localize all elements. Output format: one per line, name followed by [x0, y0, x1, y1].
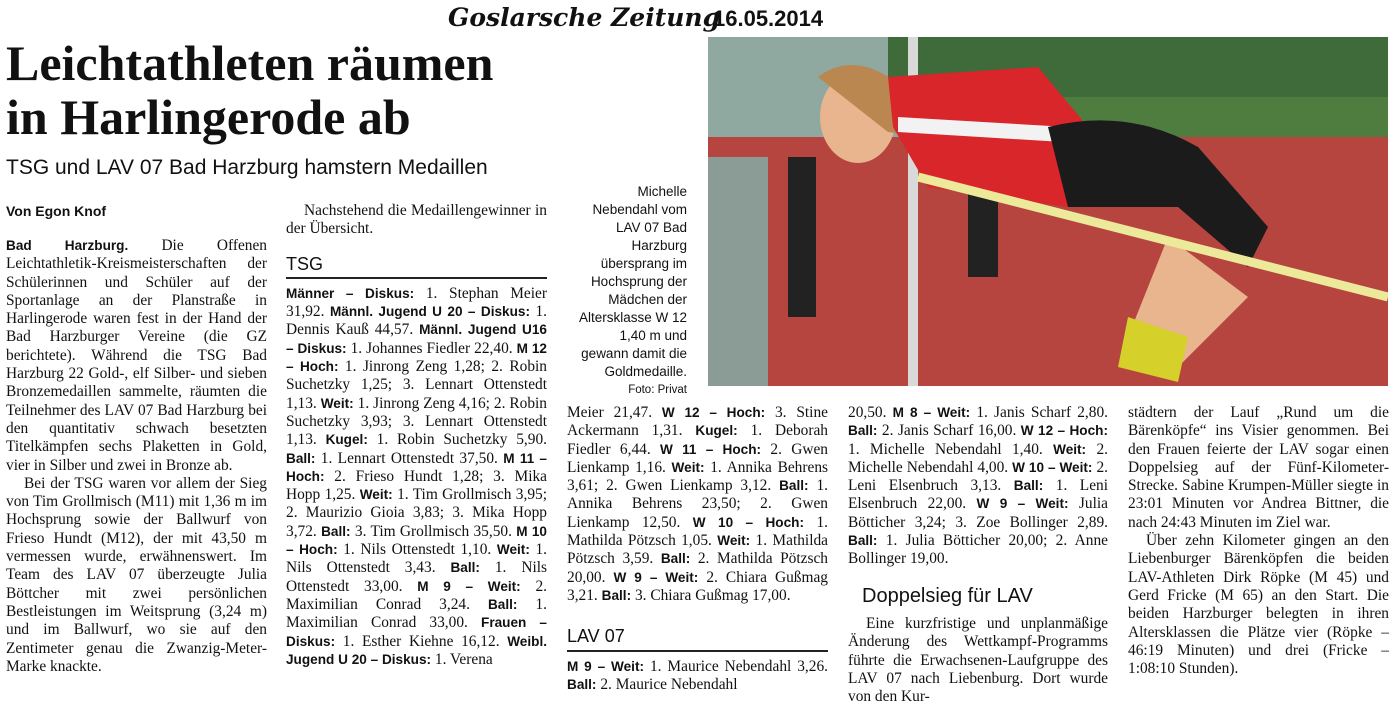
- tsg-result: 1. Lennart Ottenstedt 37,50.: [315, 449, 504, 467]
- article-column-2: [286, 202, 547, 669]
- lav-cont-discipline: W 10 – Weit:: [1012, 459, 1093, 475]
- tsg-cont-result: 1. Mathilda Pötzsch 3,59.: [567, 532, 828, 568]
- lav-cont-result: Julia Bötticher 3,24; 3. Zoe Bollinger 2,89.: [848, 495, 1108, 531]
- tsg-discipline: M 12 – Hoch:: [286, 340, 547, 375]
- tsg-result: 1. Johannes Fiedler 22,40.: [346, 339, 517, 357]
- tsg-discipline: Ball:: [487, 596, 518, 612]
- lead-text: Die Offenen Leichtathletik-Kreismeisterschaften der Schülerinnen und Schüler auf der Sportanlage an der Planstraße in Harlingerode waren fest in der Hand der Bad Harzburger Vereine (die GZ berichtete). Während die TSG Bad Harzburg 22 Gold-, elf Silber- und sieben Bronzemedaillen sammelte, räumten die Teilnehmer des LAV 07 Bad Harzburg bei den quantitativ schwach besetzten Titelkämpfen sechs Plaketten in Gold, vier in Silber und zwei in Bronze ab.: [6, 237, 267, 474]
- lav-results-continued: [848, 404, 1108, 569]
- tsg-discipline: Weit:: [496, 542, 530, 558]
- lav-cont-result: 1. Janis Scharf 2,80.: [970, 404, 1108, 421]
- article-column-3: [567, 404, 828, 694]
- tsg-discipline: Ball:: [321, 523, 351, 539]
- tsg-cont-discipline: Ball:: [601, 587, 632, 603]
- paragraph-2: Bei der TSG waren vor allem der Sieg von Tim Grollmisch (M11) mit 1,36 m im Hochsprung sowie der Ballwurf von Frieso Hundt (M12), der mit 43,50 m vermessen wurde, erwähnenswert. Im Team des LAV 07 überzeugte Julia Böttcher mit zwei persönlichen Bestleistungen im Weitsprung (3,24 m) und im Ballwurf, wo sie auf den Zentimeter genau die Zwanzig-Meter-Marke knackte.: [6, 474, 267, 675]
- lav-cont-result: 1. Julia Bötticher 20,00; 2. Anne Bollinger 19,00.: [848, 532, 1108, 568]
- paragraph-5b: Über zehn Kilometer gingen an den Liebenburger Bärenköpfen die beiden LAV-Athleten Dirk Röpke (M 45) und Gerd Fricke (M 65) an den Start. Die beiden Harzburger belegten in ihren Altersklassen die Plätze vier (Röpke – 46:19 Minuten) und drei (Fricke – 1:08:10 Stunden).: [1128, 532, 1389, 678]
- byline: Von Egon Knof: [6, 203, 107, 219]
- tsg-discipline: Weit:: [359, 487, 393, 503]
- tsg-cont-discipline: Weit:: [671, 459, 705, 475]
- tsg-cont-result: 1. Mathilda Pötzsch 1,05.: [567, 513, 829, 550]
- tsg-cont-result: 1. Annika Behrens 23,50; 2. Gwen Lienkamp 12,50.: [567, 477, 828, 531]
- lav-cont-result: 1. Leni Elsenbruch 22,00.: [848, 477, 1109, 513]
- lead-paragraph: [6, 237, 267, 475]
- lav-cont-result: 20,50.: [848, 404, 893, 421]
- tsg-result: 2. Maximilian Conrad 3,24.: [286, 577, 548, 613]
- tsg-cont-discipline: W 11 – Hoch:: [660, 441, 762, 457]
- tsg-result: 1. Dennis Kauß 44,57.: [286, 303, 548, 339]
- tsg-result: 1. Maximilian Conrad 33,00.: [286, 595, 547, 632]
- tsg-result: 1. Robin Suchetzky 5,90.: [367, 431, 547, 449]
- lav-discipline: Ball:: [567, 676, 597, 692]
- tsg-cont-result: 3. Chiara Gußmag 17,00.: [631, 586, 791, 604]
- tsg-discipline: Ball:: [450, 560, 480, 576]
- tsg-cont-result: 3. Stine Ackermann 1,31.: [567, 404, 828, 440]
- dateline: Bad Harzburg.: [6, 238, 129, 253]
- lav-results: [567, 658, 828, 695]
- tsg-cont-discipline: Kugel:: [695, 423, 738, 439]
- tsg-discipline: Kugel:: [325, 432, 368, 448]
- headline-line-2: in Harlingerode ab: [6, 89, 411, 145]
- masthead: Goslarsche Zeitung: [448, 3, 721, 32]
- headline: [6, 36, 696, 144]
- tsg-results-continued: [567, 404, 828, 605]
- tsg-result: 1. Jinrong Zeng 4,16; 2. Robin Suchetzky 3,93; 3. Lennart Ottenstedt 1,13.: [286, 394, 547, 449]
- lav-discipline: M 9 – Weit:: [567, 658, 645, 674]
- subheadline: TSG und LAV 07 Bad Harzburg hamstern Medaillen: [6, 156, 488, 179]
- results-intro: Nachstehend die Medaillengewinner in der Übersicht.: [286, 202, 547, 238]
- tsg-results: [286, 285, 547, 669]
- tsg-cont-result: 2. Mathilda Pötzsch 20,00.: [567, 550, 828, 586]
- lav-cont-result: 2. Janis Scharf 16,00.: [877, 422, 1021, 440]
- tsg-cont-discipline: Ball:: [779, 478, 809, 494]
- lav-cont-discipline: Ball:: [1013, 478, 1044, 494]
- headline-line-1: Leichtathleten räumen: [6, 35, 494, 91]
- lav-cont-discipline: M 8 – Weit:: [892, 405, 971, 420]
- tsg-result: 1. Nils Ottenstedt 33,00.: [286, 559, 547, 595]
- lav-cont-result: 1. Michelle Nebendahl 1,40.: [848, 440, 1054, 458]
- subheading-doppelsieg: Doppelsieg für LAV: [862, 584, 1033, 607]
- tsg-cont-discipline: W 12 – Hoch:: [661, 405, 766, 420]
- tsg-discipline: Männl. Jugend U16 – Diskus:: [286, 322, 547, 356]
- caption-text: Michelle Nebendahl vom LAV 07 Bad Harzburg übersprang im Hochsprung der Mädchen der Altersklasse W 12 1,40 m und gewann damit die Goldmedaille.: [578, 184, 687, 379]
- high-jump-photo: [708, 37, 1388, 386]
- tsg-result: 1. Esther Kiehne 16,12.: [335, 632, 508, 650]
- tsg-discipline: Männer – Diskus:: [286, 285, 415, 301]
- tsg-result: 1. Nils Ottenstedt 3,43.: [286, 541, 548, 577]
- tsg-discipline: Männl. Jugend U 20 – Diskus:: [329, 304, 530, 320]
- paragraph-5a: städtern der Lauf „Rund um die Bärenköpfe“ ins Visier genommen. Bei den Frauen feierte der LAV sogar einen Doppelsieg auf der Fünf-Kilometer-Strecke. Sabine Krumpen-Müller siegte in 23:01 Minuten vor Andrea Bittner, die nach 24:43 Minuten im Ziel war.: [1128, 404, 1389, 531]
- issue-date: 16.05.2014: [713, 6, 824, 31]
- lav-cont-result: 2. Leni Elsenbruch 3,13.: [848, 458, 1108, 495]
- tsg-result: 1. Jinrong Zeng 1,28; 2. Robin Suchetzky 1,25; 3. Lennart Ottenstedt 1,13.: [286, 358, 547, 412]
- tsg-cont-discipline: Ball:: [660, 551, 691, 567]
- lav-cont-discipline: W 9 – Weit:: [976, 496, 1069, 512]
- lav-cont-discipline: W 12 – Hoch:: [1020, 423, 1108, 439]
- tsg-cont-result: 2. Chiara Gußmag 3,21.: [567, 568, 828, 604]
- lav-cont-discipline: Weit:: [1053, 441, 1087, 457]
- tsg-discipline: Weit:: [320, 395, 354, 411]
- lav-cont-result: 2. Michelle Nebendahl 4,00.: [848, 440, 1108, 476]
- section-heading-lav: LAV 07: [567, 627, 828, 651]
- tsg-cont-discipline: W 9 – Weit:: [613, 569, 699, 585]
- lav-cont-discipline: Ball:: [848, 533, 878, 549]
- tsg-result: 1. Tim Grollmisch 3,95; 2. Maurizio Gioia 3,83; 3. Mika Hopp 3,72.: [286, 486, 547, 540]
- article-column-1: [6, 237, 267, 676]
- tsg-result: 2. Frieso Hundt 1,28; 3. Mika Hopp 1,25.: [286, 467, 547, 504]
- tsg-result: 1. Verena: [431, 650, 493, 668]
- lav-cont-discipline: Ball:: [848, 423, 878, 439]
- tsg-result: 1. Nils Ottenstedt 1,10.: [337, 541, 497, 559]
- tsg-cont-result: 1. Deborah Fiedler 6,44.: [567, 422, 828, 458]
- tsg-cont-discipline: W 10 – Hoch:: [692, 514, 804, 530]
- tsg-discipline: M 10 – Hoch:: [286, 523, 547, 558]
- doppelsieg-paragraph: Eine kurzfristige und unplanmäßige Änderung des Wettkampf-Programms führte die Erwachsenen-Laufgruppe des LAV 07 nach Liebenburg. Dort wurde von den Kur-: [848, 614, 1108, 706]
- tsg-discipline: M 9 – Weit:: [417, 578, 521, 594]
- tsg-discipline: M 11 – Hoch:: [286, 450, 547, 484]
- lav-result: 2. Maurice Nebendahl: [596, 675, 738, 693]
- tsg-result: 3. Tim Grollmisch 35,50.: [350, 522, 517, 540]
- tsg-discipline: Weibl. Jugend U 20 – Diskus:: [286, 633, 547, 667]
- tsg-cont-result: 1. Annika Behrens 3,61; 2. Gwen Lienkamp 3,12.: [567, 458, 829, 495]
- lav-result: 1. Maurice Nebendahl 3,26.: [644, 657, 829, 675]
- photo-caption: [572, 183, 687, 399]
- tsg-cont-result: 2. Gwen Lienkamp 1,16.: [567, 440, 829, 476]
- tsg-discipline: Frauen – Diskus:: [286, 615, 547, 649]
- tsg-discipline: Ball:: [286, 450, 316, 466]
- photo-illustration: [708, 37, 1388, 386]
- tsg-result: 1. Stephan Meier 31,92.: [286, 284, 547, 321]
- article-column-4: [848, 404, 1108, 706]
- photo-credit: Foto: Privat: [628, 384, 687, 396]
- tsg-cont-discipline: Weit:: [717, 533, 751, 549]
- section-heading-tsg: TSG: [286, 255, 547, 279]
- article-column-5: [1128, 404, 1389, 678]
- tsg-cont-result: Meier 21,47.: [567, 404, 662, 421]
